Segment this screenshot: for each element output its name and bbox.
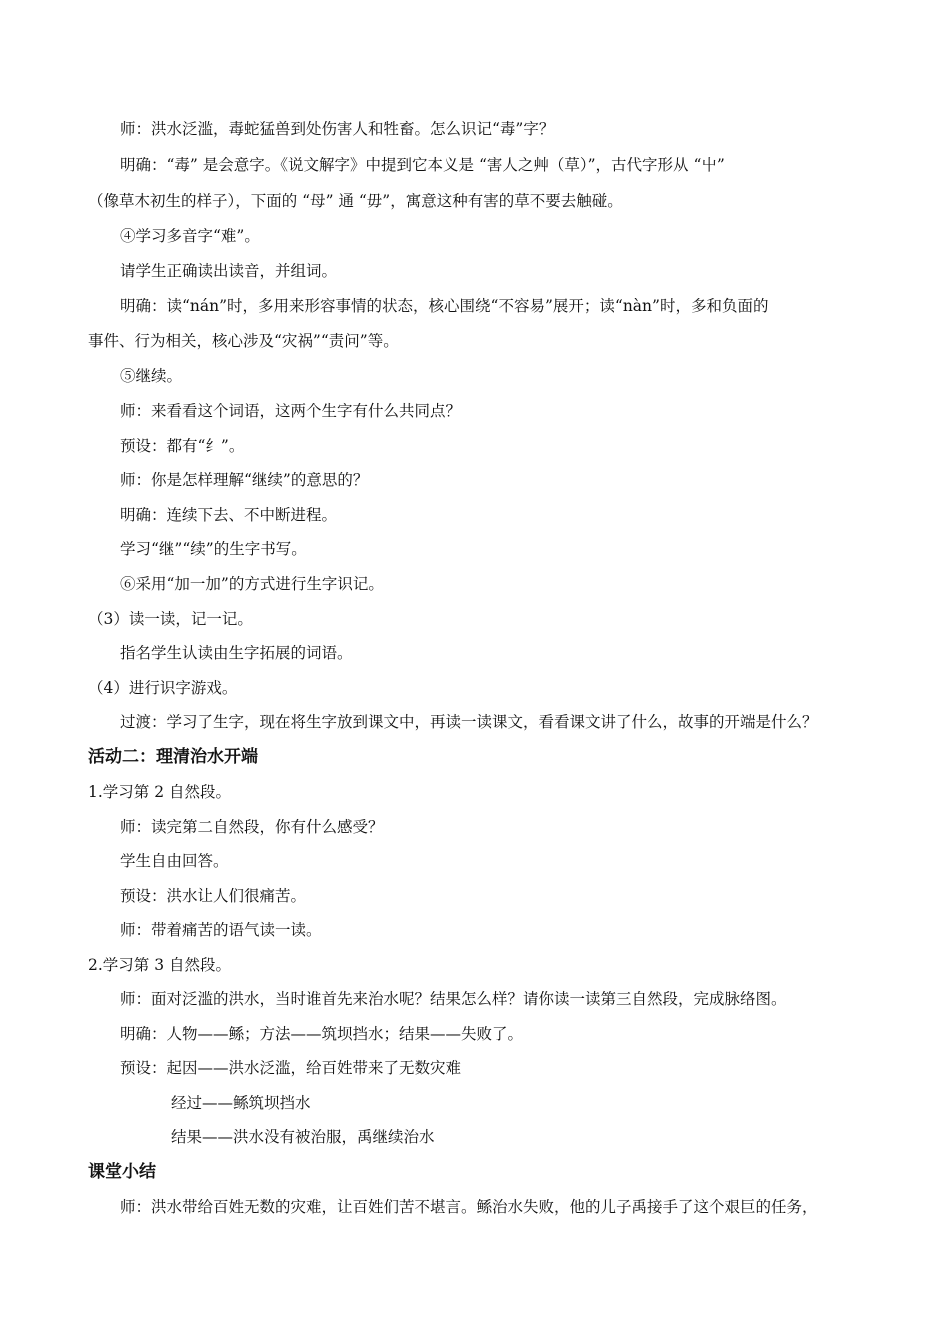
text-line: 学生自由回答。	[120, 852, 229, 870]
text-line: （像草木初生的样子），下面的 “母” 通 “毋”，寓意这种有害的草不要去触碰。	[88, 192, 623, 210]
text-line: 预设：都有“纟”。	[120, 437, 245, 455]
text-line: （3）读一读，记一记。	[88, 610, 253, 628]
section-heading: 课堂小结	[88, 1162, 156, 1182]
text-line: 师：洪水泛滥，毒蛇猛兽到处伤害人和牲畜。怎么识记“毒”字？	[120, 120, 555, 138]
text-line: 1.学习第 2 自然段。	[88, 783, 232, 801]
text-line: 明确：读“nán”时，多用来形容事情的状态，核心围绕“不容易”展开；读“nàn”时，多和负面的	[120, 297, 769, 315]
text-line: 指名学生认读由生字拓展的词语。	[120, 644, 353, 662]
text-line: 预设：洪水让人们很痛苦。	[120, 887, 307, 905]
text-line: 预设：起因——洪水泛滥，给百姓带来了无数灾难	[120, 1059, 462, 1077]
text-line: 过渡：学习了生字，现在将生字放到课文中，再读一读课文，看看课文讲了什么，故事的开端是什么？	[120, 713, 818, 731]
text-line: 师：读完第二自然段，你有什么感受？	[120, 818, 384, 836]
text-line: 师：带着痛苦的语气读一读。	[120, 921, 322, 939]
text-line: 结果——洪水没有被治服，禹继续治水	[171, 1128, 435, 1146]
text-line: ⑥采用“加一加”的方式进行生字识记。	[120, 575, 384, 593]
text-line: 明确：连续下去、不中断进程。	[120, 506, 338, 524]
text-line: 经过——鲧筑坝挡水	[171, 1094, 311, 1112]
section-heading: 活动二：理清治水开端	[88, 747, 258, 767]
text-line: ④学习多音字“难”。	[120, 227, 260, 245]
text-line: 事件、行为相关，核心涉及“灾祸”“责问”等。	[88, 332, 399, 350]
text-line: 师：洪水带给百姓无数的灾难，让百姓们苦不堪言。鲧治水失败，他的儿子禹接手了这个艰巨的任务，	[120, 1198, 818, 1216]
text-line: 明确：“毒” 是会意字。《说文解字》中提到它本义是 “害人之艸（草）”，古代字形从 “屮”	[120, 156, 725, 174]
text-line: 2.学习第 3 自然段。	[88, 956, 232, 974]
text-line: 请学生正确读出读音，并组词。	[120, 262, 338, 280]
text-line: 师：来看看这个词语，这两个生字有什么共同点？	[120, 402, 462, 420]
text-line: 学习“继”“续”的生字书写。	[120, 540, 307, 558]
text-line: 师：你是怎样理解“继续”的意思的？	[120, 471, 369, 489]
text-line: （4）进行识字游戏。	[88, 679, 238, 697]
text-line: 明确：人物——鲧；方法——筑坝挡水；结果——失败了。	[120, 1025, 524, 1043]
text-line: 师：面对泛滥的洪水，当时谁首先来治水呢？结果怎么样？请你读一读第三自然段，完成脉络图。	[120, 990, 787, 1008]
text-line: ⑤继续。	[120, 367, 183, 385]
